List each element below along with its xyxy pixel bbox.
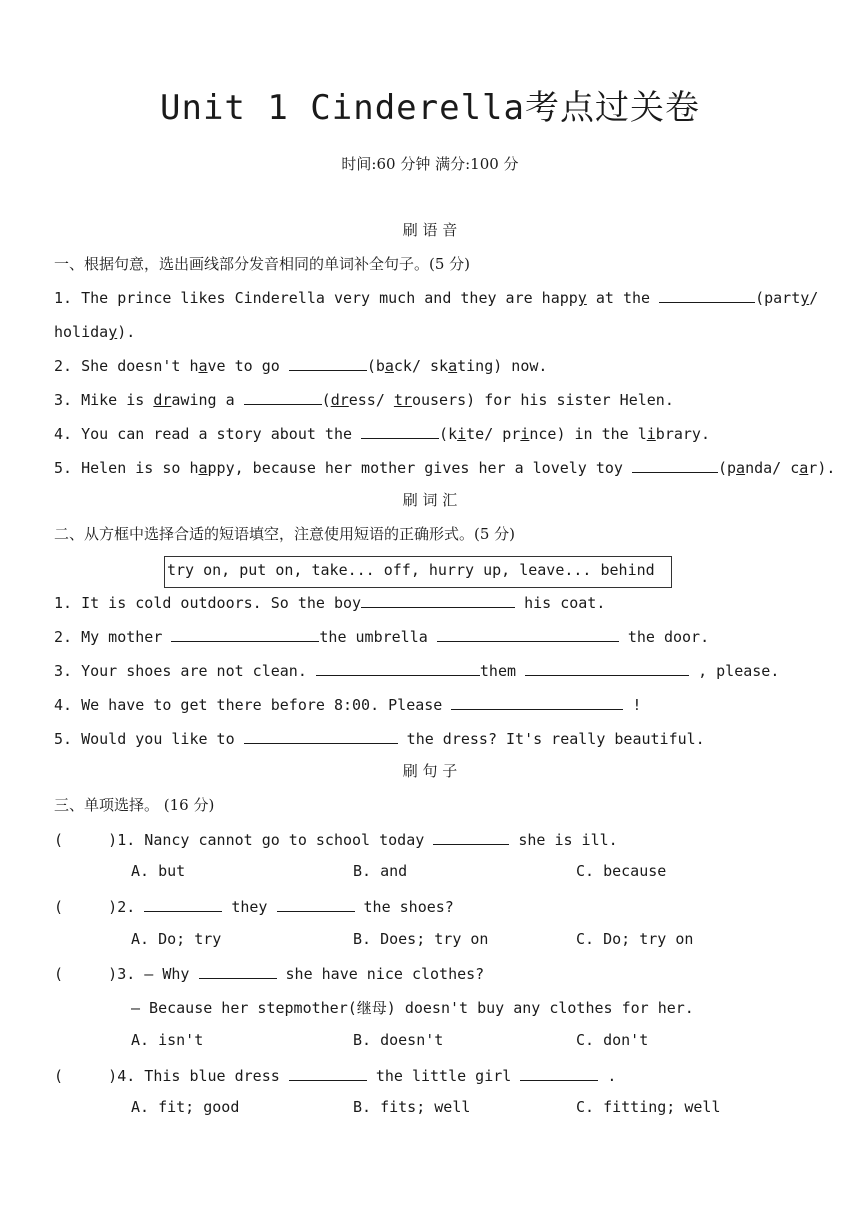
part2-question-5: 5. Would you like to the dress? It's really beautiful. bbox=[54, 730, 705, 748]
mc-q1-option-c[interactable]: C. because bbox=[576, 862, 667, 880]
phrase-box: try on, put on, take... off, hurry up, leave... behind bbox=[164, 556, 672, 588]
part3-instruction: 三、单项选择。 (16 分) bbox=[54, 796, 215, 814]
answer-blank bbox=[289, 1065, 367, 1081]
mc-q4-option-b[interactable]: B. fits; well bbox=[353, 1098, 471, 1116]
mc-question-3-line2: — Because her stepmother(继母) doesn't buy any clothes for her. bbox=[131, 999, 694, 1017]
section-heading-vocabulary: 刷 词 汇 bbox=[402, 491, 458, 509]
part1-question-1-cont: holiday). bbox=[54, 323, 136, 341]
part1-question-4: 4. You can read a story about the (kite/ prince) in the library. bbox=[54, 425, 710, 443]
part1-instruction: 一、根据句意，选出画线部分发音相同的单词补全句子。(5 分) bbox=[54, 255, 471, 273]
answer-blank[interactable] bbox=[659, 287, 755, 303]
answer-blank[interactable] bbox=[361, 592, 515, 608]
part1-question-5: 5. Helen is so happy, because her mother gives her a lovely toy (panda/ car). bbox=[54, 459, 836, 477]
mc-q2-option-a[interactable]: A. Do; try bbox=[131, 930, 222, 948]
answer-blank[interactable] bbox=[171, 626, 319, 642]
mc-question-3: ( )3. — Why she have nice clothes? bbox=[54, 965, 485, 983]
mc-question-4: ( )4. This blue dress the little girl . bbox=[54, 1067, 617, 1085]
answer-blank bbox=[199, 963, 277, 979]
part2-question-1: 1. It is cold outdoors. So the boy his coat. bbox=[54, 594, 606, 612]
answer-paren[interactable]: ( ) bbox=[54, 898, 118, 916]
answer-blank[interactable] bbox=[451, 694, 623, 710]
mc-question-1: ( )1. Nancy cannot go to school today she is ill. bbox=[54, 831, 618, 849]
part1-question-2: 2. She doesn't have to go (back/ skating) now. bbox=[54, 357, 548, 375]
exam-info: 时间:60 分钟 满分:100 分 bbox=[341, 155, 519, 173]
answer-blank[interactable] bbox=[525, 660, 689, 676]
answer-paren[interactable]: ( ) bbox=[54, 1067, 118, 1085]
part1-question-1: 1. The prince likes Cinderella very much and they are happy at the (party/ bbox=[54, 289, 819, 307]
mc-q4-option-c[interactable]: C. fitting; well bbox=[576, 1098, 721, 1116]
mc-question-2: ( )2. they the shoes? bbox=[54, 898, 454, 916]
answer-paren[interactable]: ( ) bbox=[54, 831, 118, 849]
page-title: Unit 1 Cinderella考点过关卷 bbox=[160, 88, 700, 128]
answer-blank[interactable] bbox=[244, 389, 322, 405]
part1-question-3: 3. Mike is drawing a (dress/ trousers) for his sister Helen. bbox=[54, 391, 674, 409]
part2-instruction: 二、从方框中选择合适的短语填空，注意使用短语的正确形式。(5 分) bbox=[54, 525, 516, 543]
mc-q2-option-b[interactable]: B. Does; try on bbox=[353, 930, 489, 948]
answer-blank bbox=[144, 896, 222, 912]
answer-blank bbox=[433, 829, 509, 845]
section-heading-pronunciation: 刷 语 音 bbox=[402, 221, 458, 239]
answer-blank[interactable] bbox=[437, 626, 619, 642]
mc-q3-option-c[interactable]: C. don't bbox=[576, 1031, 649, 1049]
part2-question-4: 4. We have to get there before 8:00. Please ! bbox=[54, 696, 642, 714]
answer-blank bbox=[520, 1065, 598, 1081]
part2-question-3: 3. Your shoes are not clean. them , please. bbox=[54, 662, 780, 680]
mc-q2-option-c[interactable]: C. Do; try on bbox=[576, 930, 694, 948]
part2-question-2: 2. My mother the umbrella the door. bbox=[54, 628, 710, 646]
mc-q1-option-a[interactable]: A. but bbox=[131, 862, 186, 880]
answer-blank[interactable] bbox=[316, 660, 480, 676]
section-heading-sentences: 刷 句 子 bbox=[402, 762, 458, 780]
mc-q4-option-a[interactable]: A. fit; good bbox=[131, 1098, 240, 1116]
mc-q3-option-a[interactable]: A. isn't bbox=[131, 1031, 204, 1049]
answer-paren[interactable]: ( ) bbox=[54, 965, 118, 983]
mc-q1-option-b[interactable]: B. and bbox=[353, 862, 408, 880]
answer-blank[interactable] bbox=[361, 423, 439, 439]
mc-q3-option-b[interactable]: B. doesn't bbox=[353, 1031, 444, 1049]
answer-blank bbox=[277, 896, 355, 912]
answer-blank[interactable] bbox=[289, 355, 367, 371]
answer-blank[interactable] bbox=[244, 728, 398, 744]
answer-blank[interactable] bbox=[632, 457, 718, 473]
